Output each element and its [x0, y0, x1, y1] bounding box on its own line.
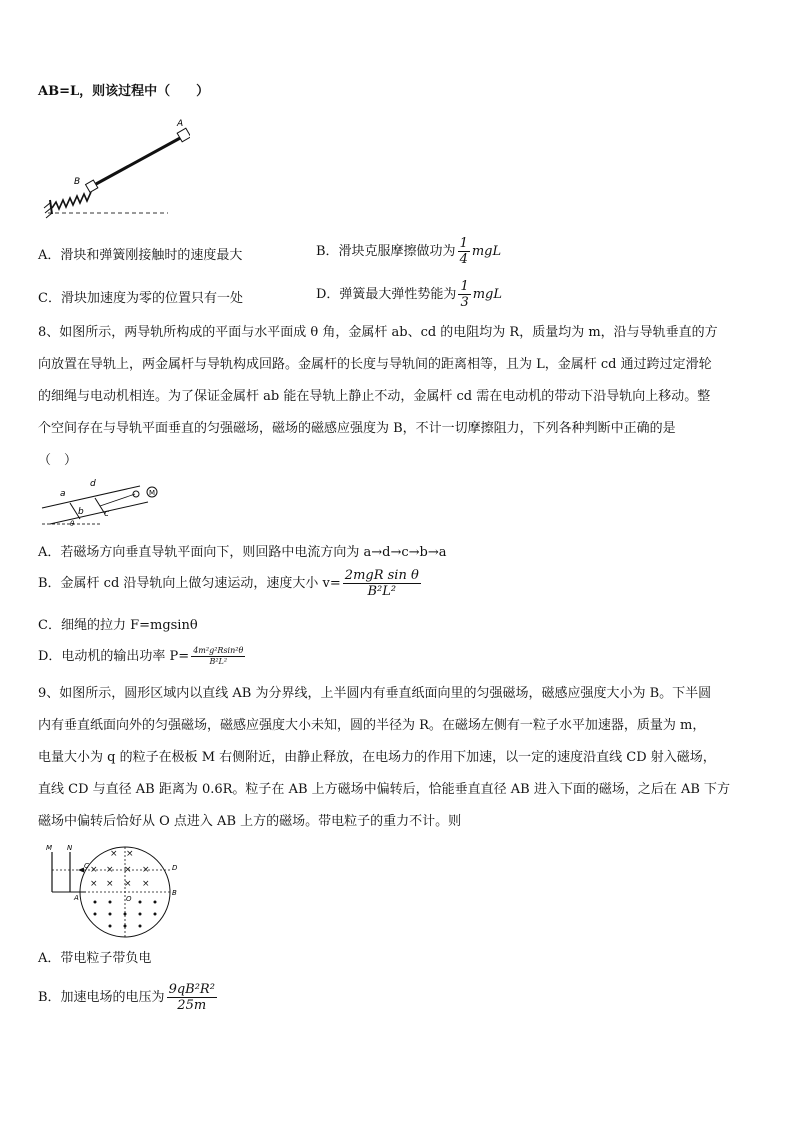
svg-text:×: × [90, 865, 98, 875]
q9-stem-line-5: 磁场中偏转后恰好从 O 点进入 AB 上方的磁场。带电粒子的重力不计。则 [38, 814, 462, 829]
q9-option-b [38, 982, 219, 1013]
q7-option-b-denominator: 4 [459, 252, 468, 267]
q8-fig-label-b: b [78, 507, 84, 517]
q8-stem-line-4: 个空间存在与导轨平面垂直的匀强磁场，磁场的磁感应强度为 B，不计一切摩擦阻力，下列各种判断中正确的是 [38, 421, 676, 436]
q8-option-b-denominator: B²L² [367, 584, 397, 599]
q8-figure [40, 476, 170, 528]
q9-option-b-denominator: 25m [177, 998, 207, 1013]
svg-text:×: × [90, 879, 98, 889]
q9-option-b-numerator: 9qB²R² [168, 982, 215, 997]
q9-fig-label-d: D [172, 864, 178, 872]
q7-option-a: A．滑块和弹簧刚接触时的速度最大 [38, 248, 243, 263]
q8-option-b-fraction [343, 568, 421, 599]
svg-text:×: × [126, 849, 134, 859]
q8-stem-line-3: 的细绳与电动机相连。为了保证金属杆 ab 能在导轨上静止不动，金属杆 cd 需在电动机的带动下沿导轨向上移动。整 [38, 389, 711, 404]
q8-stem-line-1: 8、如图所示，两导轨所构成的平面与水平面成 θ 角，金属杆 ab、cd 的电阻均为 R，质量均为 m，沿与导轨垂直的方 [38, 325, 718, 340]
q9-option-a: A．带电粒子带负电 [38, 951, 152, 966]
q8-option-b-text: B．金属杆 cd 沿导轨向上做匀速运动，速度大小 v= [38, 576, 341, 591]
q8-stem-line-2: 向放置在导轨上，两金属杆与导轨构成回路。金属杆的长度与导轨间的距离相等，且为 L，金属杆 cd 通过跨过定滑轮 [38, 357, 712, 372]
q8-fig-label-d: d [90, 479, 96, 489]
q8-option-d [38, 645, 247, 667]
q8-fig-label-c: c [104, 509, 109, 519]
q7-option-d [316, 279, 502, 310]
q7-option-d-fraction [458, 279, 470, 310]
q9-stem-line-3: 电量大小为 q 的粒子在极板 M 右侧附近，由静止释放，在电场力的作用下加速，以一定的速度沿直线 CD 射入磁场， [38, 750, 716, 765]
q7-option-d-suffix: mgL [472, 287, 503, 302]
q7-fig-label-a: A [177, 119, 184, 129]
q9-option-b-fraction [167, 982, 217, 1013]
q9-option-b-text: B．加速电场的电压为 [38, 990, 165, 1005]
q9-fig-label-a: A [74, 894, 79, 902]
q8-fig-label-m: M [149, 489, 156, 497]
q9-fig-label-n: N [67, 844, 73, 852]
q8-option-c: C．细绳的拉力 F=mgsinθ [38, 618, 198, 633]
q7-option-d-numerator: 1 [460, 279, 469, 294]
svg-text:×: × [142, 879, 150, 889]
svg-text:×: × [142, 865, 150, 875]
q8-option-d-fraction [191, 646, 245, 667]
svg-text:×: × [124, 879, 132, 889]
q8-option-d-numerator: 4m²g²Rsin²θ [193, 646, 244, 655]
svg-text:×: × [106, 879, 114, 889]
q9-stem-line-1: 9、如图所示，圆形区域内以直线 AB 为分界线，上半圆内有垂直纸面向里的匀强磁场，磁感应强度大小为 B。下半圆 [38, 686, 712, 701]
q9-stem-line-4: 直线 CD 与直径 AB 距离为 0.6R。粒子在 AB 上方磁场中偏转后，恰能垂直直径 AB 进入下面的磁场，之后在 AB 下方 [38, 782, 731, 797]
q9-fig-label-o: O [126, 895, 132, 903]
q7-option-b-suffix: mgL [471, 244, 502, 259]
svg-text:×: × [106, 865, 114, 875]
q8-option-d-denominator: B²L² [209, 657, 228, 666]
q8-option-a: A．若磁场方向垂直导轨平面向下，则回路中电流方向为 a→d→c→b→a [38, 545, 447, 560]
q7-option-d-denominator: 3 [460, 295, 469, 310]
q7-figure [40, 112, 190, 222]
q7-option-b-numerator: 1 [459, 236, 468, 251]
q8-option-b [38, 568, 423, 599]
q9-fig-label-b: B [172, 889, 177, 897]
svg-text:×: × [110, 849, 118, 859]
q8-option-b-numerator: 2mgR sin θ [344, 568, 419, 583]
q7-stem-tail: AB=L，则该过程中（ ） [38, 84, 210, 99]
q7-option-b-text: B．滑块克服摩擦做功为 [316, 244, 456, 259]
svg-text:×: × [124, 865, 132, 875]
q7-option-c: C．滑块加速度为零的位置只有一处 [38, 291, 243, 306]
q7-option-d-text: D．弹簧最大弹性势能为 [316, 287, 457, 302]
q9-stem-line-2: 内有垂直纸面向外的匀强磁场，磁感应强度大小未知，圆的半径为 R。在磁场左侧有一粒子水平加速器，质量为 m， [38, 718, 706, 733]
q7-fig-label-b: B [74, 177, 81, 187]
q7-option-b-fraction [458, 236, 470, 267]
q8-fig-label-theta: θ [70, 520, 75, 528]
q7-option-b [316, 236, 501, 267]
q9-figure [40, 840, 190, 942]
q8-stem-line-5: （ ） [38, 453, 78, 468]
q9-fig-label-c: C [84, 862, 89, 870]
q9-fig-label-m: M [46, 844, 53, 852]
q8-option-d-text: D．电动机的输出功率 P= [38, 649, 190, 664]
q8-fig-label-a: a [60, 489, 66, 499]
